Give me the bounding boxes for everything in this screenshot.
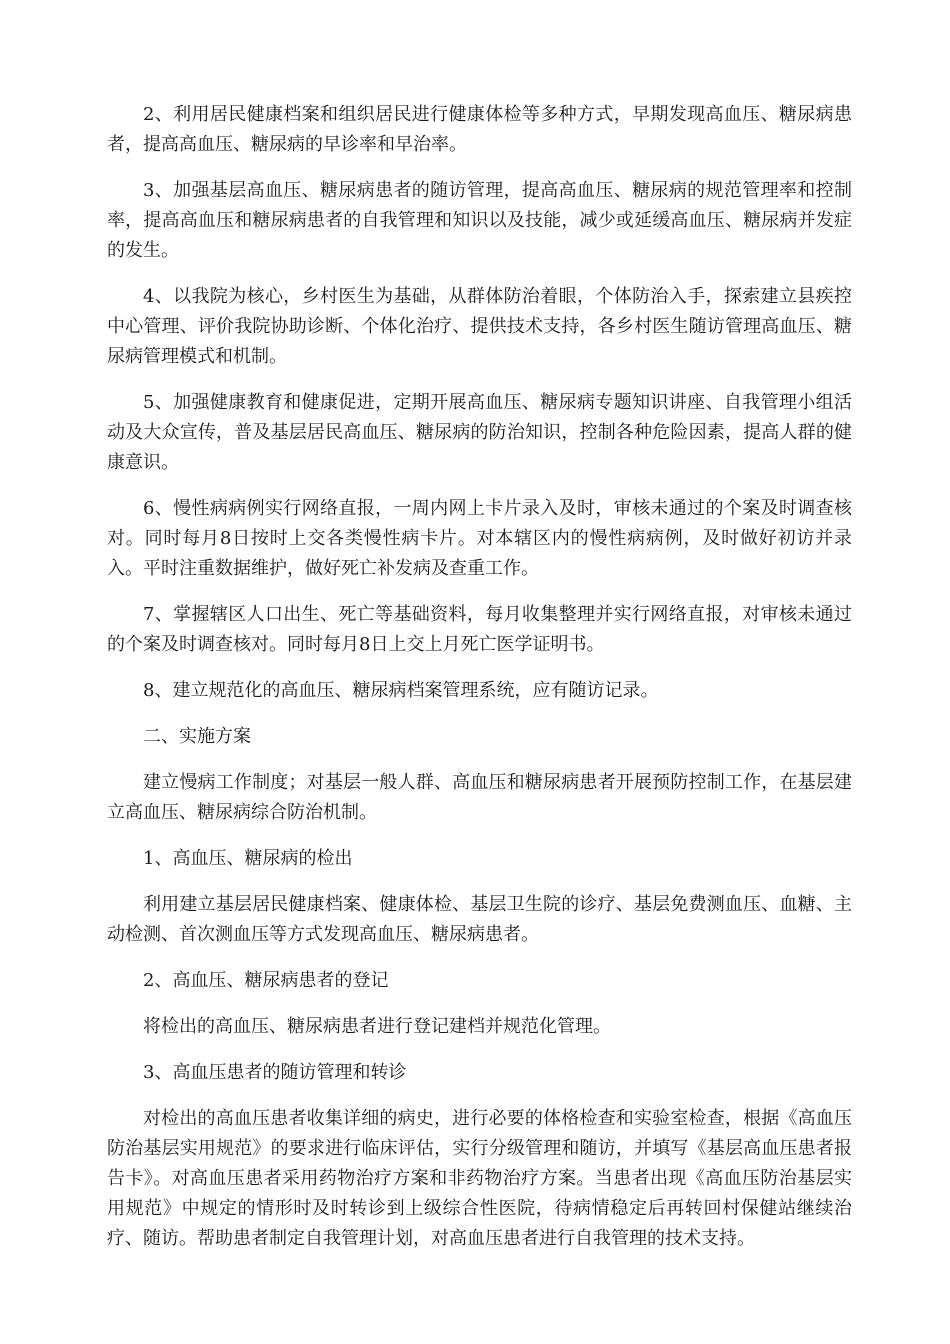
- section-heading-implementation: 二、实施方案: [143, 726, 251, 747]
- document-body: [107, 100, 852, 1270]
- paragraph-goal-8: 8、建立规范化的高血压、糖尿病档案管理系统，应有随访记录。: [143, 680, 659, 701]
- subheading-registration: 2、高血压、糖尿病患者的登记: [143, 970, 389, 991]
- paragraph-detection: 利用建立基层居民健康档案、健康体检、基层卫生院的诊疗、基层免费测血压、血糖、主动检测、首次测血压等方式发现高血压、糖尿病患者。: [107, 894, 852, 945]
- paragraph-goal-6: 6、慢性病病例实行网络直报，一周内网上卡片录入及时，审核未通过的个案及时调查核对。同时每月8日按时上交各类慢性病卡片。对本辖区内的慢性病病例，及时做好初访并录入。平时注重数据维护，做好死亡补发病及查重工作。: [107, 498, 852, 579]
- paragraph-followup: 对检出的高血压患者收集详细的病史，进行必要的体格检查和实验室检查，根据《高血压防治基层实用规范》的要求进行临床评估，实行分级管理和随访，并填写《基层高血压患者报告卡》。对高血压患者采用药物治疗方案和非药物治疗方案。当患者出现《高血压防治基层实用规范》中规定的情形时及时转诊到上级综合性医院，待病情稳定后再转回村保健站继续治疗、随访。帮助患者制定自我管理计划，对高血压患者进行自我管理的技术支持。: [107, 1108, 852, 1249]
- paragraph-goal-7: 7、掌握辖区人口出生、死亡等基础资料，每月收集整理并实行网络直报，对审核未通过的个案及时调查核对。同时每月8日上交上月死亡医学证明书。: [107, 604, 852, 655]
- paragraph-goal-5: 5、加强健康教育和健康促进，定期开展高血压、糖尿病专题知识讲座、自我管理小组活动及大众宣传，普及基层居民高血压、糖尿病的防治知识，控制各种危险因素，提高人群的健康意识。: [107, 392, 852, 473]
- paragraph-implementation-intro: 建立慢病工作制度；对基层一般人群、高血压和糖尿病患者开展预防控制工作，在基层建立高血压、糖尿病综合防治机制。: [107, 772, 852, 823]
- paragraph-registration: 将检出的高血压、糖尿病患者进行登记建档并规范化管理。: [143, 1016, 611, 1037]
- paragraph-goal-4: 4、以我院为核心，乡村医生为基础，从群体防治着眼，个体防治入手，探索建立县疾控中心管理、评价我院协助诊断、个体化治疗、提供技术支持，各乡村医生随访管理高血压、糖尿病管理模式和机制。: [107, 286, 852, 367]
- subheading-followup: 3、高血压患者的随访管理和转诊: [143, 1062, 407, 1083]
- paragraph-goal-2: 2、利用居民健康档案和组织居民进行健康体检等多种方式，早期发现高血压、糖尿病患者，提高高血压、糖尿病的早诊率和早治率。: [107, 104, 852, 155]
- paragraph-goal-3: 3、加强基层高血压、糖尿病患者的随访管理，提高高血压、糖尿病的规范管理率和控制率，提高高血压和糖尿病患者的自我管理和知识以及技能，减少或延缓高血压、糖尿病并发症的发生。: [107, 180, 852, 261]
- subheading-detection: 1、高血压、糖尿病的检出: [143, 848, 353, 869]
